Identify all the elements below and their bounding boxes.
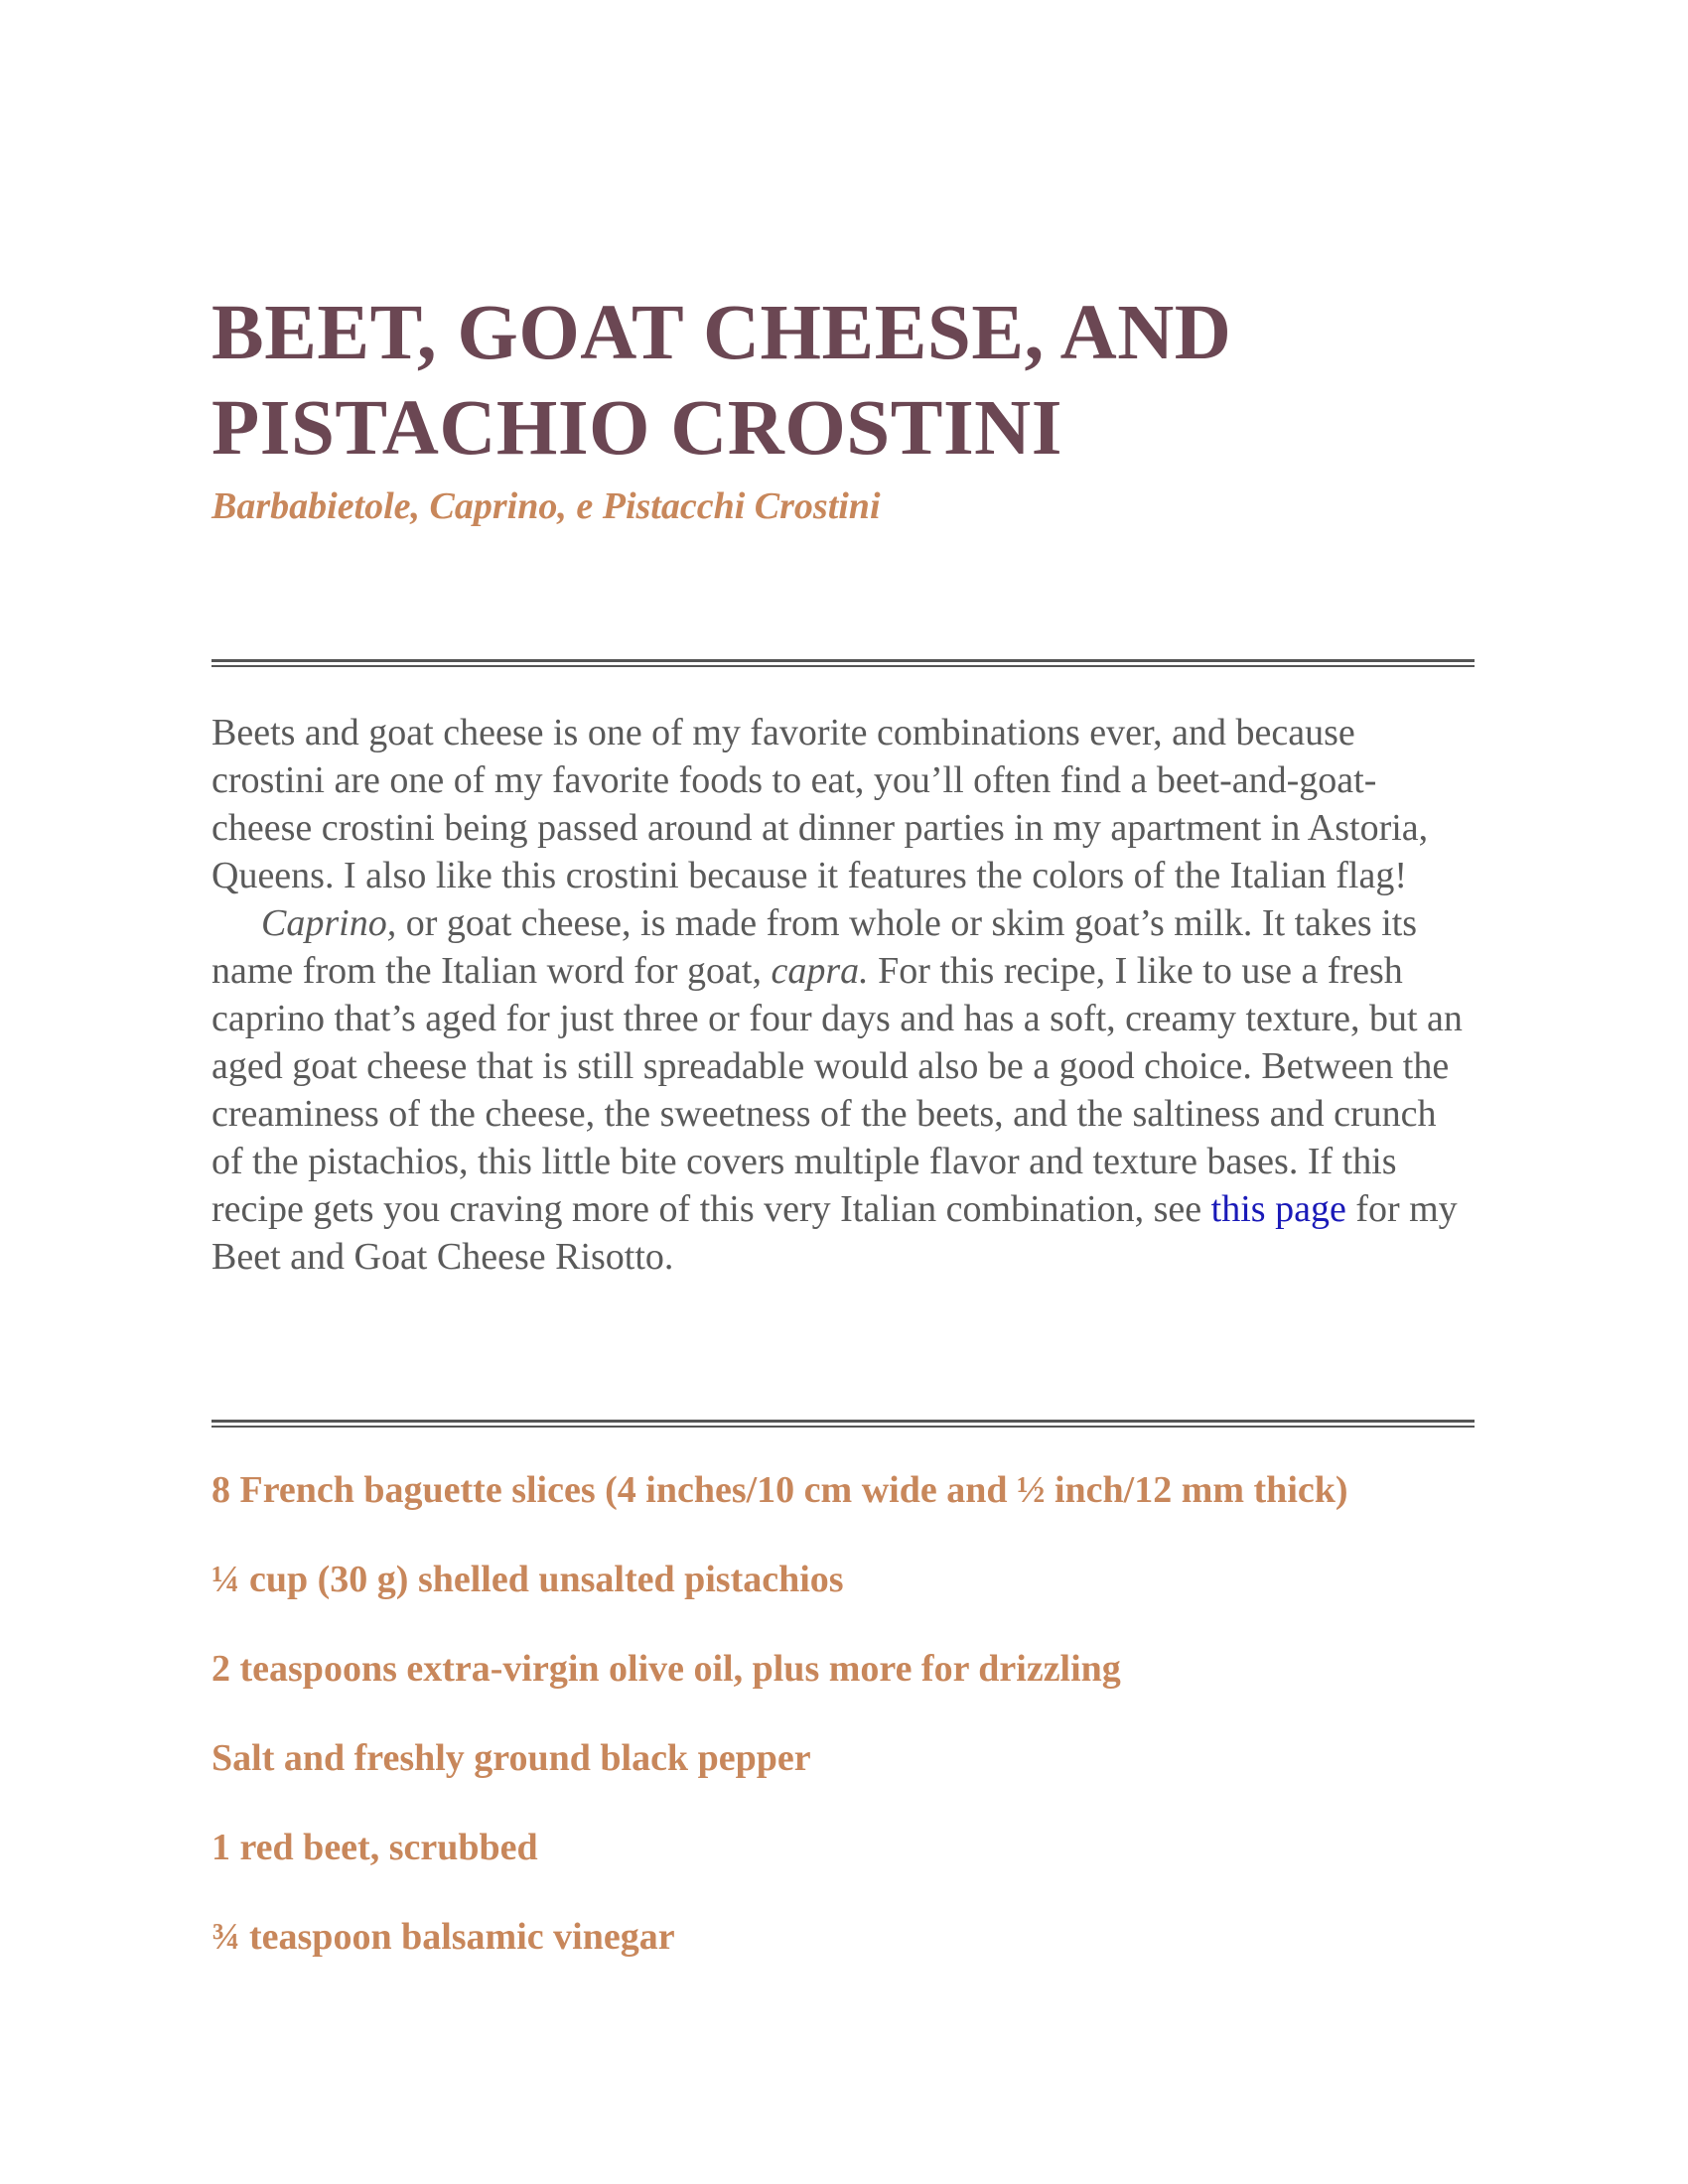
caprino-term: Caprino,	[261, 902, 397, 944]
capra-term: capra.	[771, 950, 869, 992]
paragraph-2-text-a: or goat cheese, is made from whole or skim goat’s milk. It takes its name from the Italian word for goat,	[211, 902, 1418, 992]
intro-paragraph-1: Beets and goat cheese is one of my favorite combinations ever, and because crostini are one of my favorite foods to eat, you’ll often find a beet-and-goat-cheese crostini being passed around at dinner parties in my apartment in Astoria, Queens. I also like this crostini because it features the colors of the Italian flag!	[211, 712, 1429, 896]
top-divider	[211, 659, 1475, 667]
recipe-title-line-1: BEET, GOAT CHEESE, AND	[211, 290, 1232, 376]
ingredient-item: Salt and freshly ground black pepper	[211, 1737, 811, 1779]
ingredient-item: ¾ teaspoon balsamic vinegar	[211, 1916, 675, 1958]
intro-paragraph-2	[211, 899, 1475, 1281]
ingredient-item: 2 teaspoons extra-virgin olive oil, plus more for drizzling	[211, 1648, 1121, 1690]
recipe-title	[211, 286, 1475, 477]
recipe-title-line-2: PISTACHIO CROSTINI	[211, 385, 1062, 472]
intro-text	[211, 709, 1475, 1281]
paragraph-2-text-b: For this recipe, I like to use a fresh caprino that’s aged for just three or four days and has a soft, creamy texture, but an aged goat cheese that is still spreadable would also be a good choice. Between the creaminess of the cheese, the sweetness of the beets, and the saltiness and crunch of the pistachios, this little bite covers multiple flavor and texture bases. If this recipe gets you craving more of this very Italian combination, see	[211, 950, 1463, 1230]
paragraph-2-text-c: for my Beet and Goat Cheese Risotto.	[211, 1188, 1458, 1278]
ingredient-list	[211, 1467, 1502, 2003]
ingredient-item: 8 French baguette slices (4 inches/10 cm wide and ½ inch/12 mm thick)	[211, 1469, 1348, 1511]
recipe-subtitle: Barbabietole, Caprino, e Pistacchi Crostini	[211, 485, 881, 527]
ingredient-item: ¼ cup (30 g) shelled unsalted pistachios	[211, 1559, 844, 1600]
risotto-page-link[interactable]: this page	[1210, 1188, 1346, 1230]
ingredient-item: 1 red beet, scrubbed	[211, 1827, 538, 1868]
bottom-divider	[211, 1420, 1475, 1428]
